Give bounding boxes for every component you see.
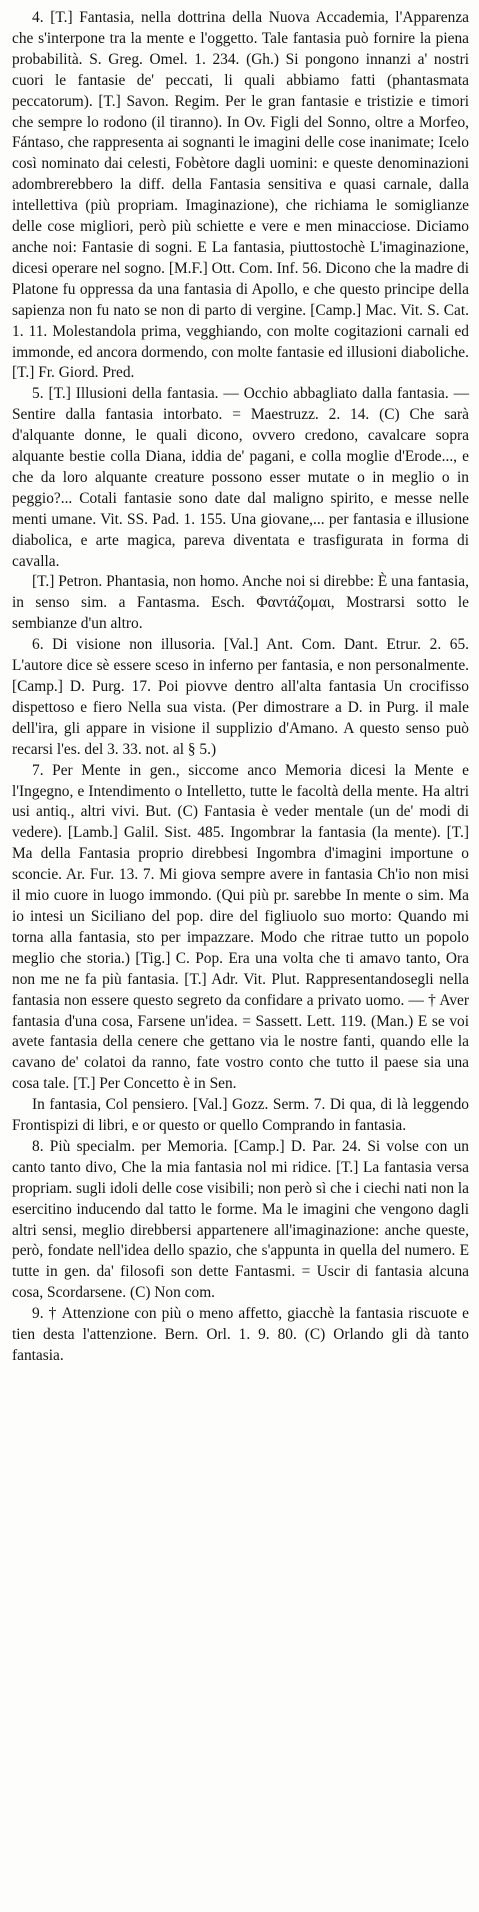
entry-paragraph-6: 6. Di visione non illusoria. [Val.] Ant. Com. Dant. Etrur. 2. 65. L'autore dice sè essere sceso in inferno per fantasia, e non personalmente. [Camp.] D. Purg. 17. Poi piovve dentro all'alta fantasia Un crocifisso dispettoso e fiero Nella sua vista. (Per dimostrare a D. in Purg. il male dell'ira, gli appare in visione il supplizio d'Amano. A questo senso può recarsi l'es. del 3. 33. not. al § 5.)	[12, 636, 469, 758]
entry-subentry-in-fantasia: In fantasia, Col pensiero. [Val.] Gozz. Serm. 7. Di qua, di là leggendo Frontispizi di libri, e or questo or quello Comprando in fantasia.	[12, 1096, 469, 1135]
entry-paragraph-4: 4. [T.] Fantasia, nella dottrina della Nuova Accademia, l'Apparenza che s'interpone tra la mente e l'oggetto. Tale fantasia può fornire la piena probabilità. S. Greg. Omel. 1. 234. (Gh.) Si pongono innanzi a' nostri cuori le fantasie de' peccati, li quali abbiamo fatti (phantasmata peccatorum). [T.] Savon. Regim. Per le gran fantasie e tristizie e timori che sempre lo rodono (il tiranno). In Ov. Figli del Sonno, oltre a Morfeo, Fántaso, che rappresenta ai sognanti le imagini delle cose inanimate; Icelo così nominato dai celesti, Fobètore dagli uomini: e queste denominazioni adombrerebbero la diff. della Fantasia sensitiva e quasi carnale, dalla intellettiva (più propriam. Imaginazione), che richiama le somiglianze delle cose migliori, però più schiette e vere e men minacciose. Diciamo anche noi: Fantasie di sogni. E La fantasia, piuttostochè L'imaginazione, dicesi operare nel sogno. [M.F.] Ott. Com. Inf. 56. Dicono che la madre di Platone fu oppressa da una fantasia di Apollo, e che questo principe della sapienza non fu nato se non di parto di vergine. [Camp.] Mac. Vit. S. Cat. 1. 11. Molestandola prima, vegghiando, con molte cogitazioni carnali ed immonde, ed ancora dormendo, con molte fantasie ed illusioni diaboliche. [T.] Fr. Giord. Pred.	[12, 9, 469, 382]
entry-paragraph-5: 5. [T.] Illusioni della fantasia. — Occhio abbagliato dalla fantasia. — Sentire dalla fantasia intorbato. = Maestruzz. 2. 14. (C) Che sarà d'alquante donne, le quali dicono, ovvero credono, cavalcare sopra alquante bestie colla Diana, iddia de' pagani, e colla moglie d'Erode..., e che da loro alquante creature possono esser mutate o in meglio o in peggio?... Cotali fantasie sono date dal maligno spirito, e messe nelle menti umane. Vit. SS. Pad. 1. 155. Una giovane,... per fantasia e illusione diabolica, e arte magica, pareva diventata e trasfigurata in forma di cavalla.	[12, 385, 469, 570]
entry-paragraph-7: 7. Per Mente in gen., siccome anco Memoria dicesi la Mente e l'Ingegno, e Intendimento o Intelletto, tutte le facoltà della mente. Ha altri usi antiq., altri vivi. But. (C) Fantasia è veder mentale (un de' modi di vedere). [Lamb.] Galil. Sist. 485. Ingombrar la fantasia (la mente). [T.] Ma della Fantasia proprio direbbesi Ingombra d'imagini importune o sconcie. Ar. Fur. 13. 7. Mi giova sempre avere in fantasia Ch'io non misi il mio cuore in luogo immondo. (Qui più pr. sarebbe In mente o sim. Ma io intesi un Siciliano del pop. dire del figliuolo suo morto: Quando mi torna alla fantasia, sto per impazzare. Modo che ritrae tutto un popolo meglio che storia.) [Tig.] C. Pop. Era una volta che ti amavo tanto, Ora non me ne fa più fantasia. [T.] Adr. Vit. Plut. Rappresentandosegli nella fantasia non essere questo segreto da confidare a privato uomo. — † Aver fantasia d'una cosa, Farsene un'idea. = Sassett. Lett. 119. (Man.) E se voi avete fantasia della cenere che gettano via le nostre fanti, quando elle la cavano de' colatoi da ranno, fate vostro conto che tutto il paese sia una cosa tale. [T.] Per Concetto è in Sen.	[12, 761, 469, 1093]
entry-paragraph-8: 8. Più specialm. per Memoria. [Camp.] D. Par. 24. Si volse con un canto tanto divo, Che la mia fantasia nol mi ridice. [T.] La fantasia versa propriam. sugli idoli delle cose visibili; non però sì che i ciechi nati non la esercitino inducendo dal tatto le forme. Ma le imagini che vengono dagli altri sensi, meglio direbbersi appartenere all'imaginazione: anche queste, però, fondate nell'idea dello spazio, che s'appunta in quella del numero. E tutte in gen. da' filosofi son dette Fantasmi. = Uscir di fantasia alcuna cosa, Scordarsene. (C) Non com.	[12, 1137, 469, 1302]
entry-paragraph-9: 9. † Attenzione con più o meno affetto, giacchè la fantasia riscuote e tien desta l'attenzione. Bern. Orl. 1. 9. 80. (C) Orlando gli dà tanto fantasia.	[12, 1305, 469, 1364]
entry-paragraph-5-note: [T.] Petron. Phantasia, non homo. Anche noi si direbbe: È una fantasia, in senso sim. a Fantasma. Esch. Φαντάζομαι, Mostrarsi sotto le sembianze d'un altro.	[12, 573, 469, 633]
